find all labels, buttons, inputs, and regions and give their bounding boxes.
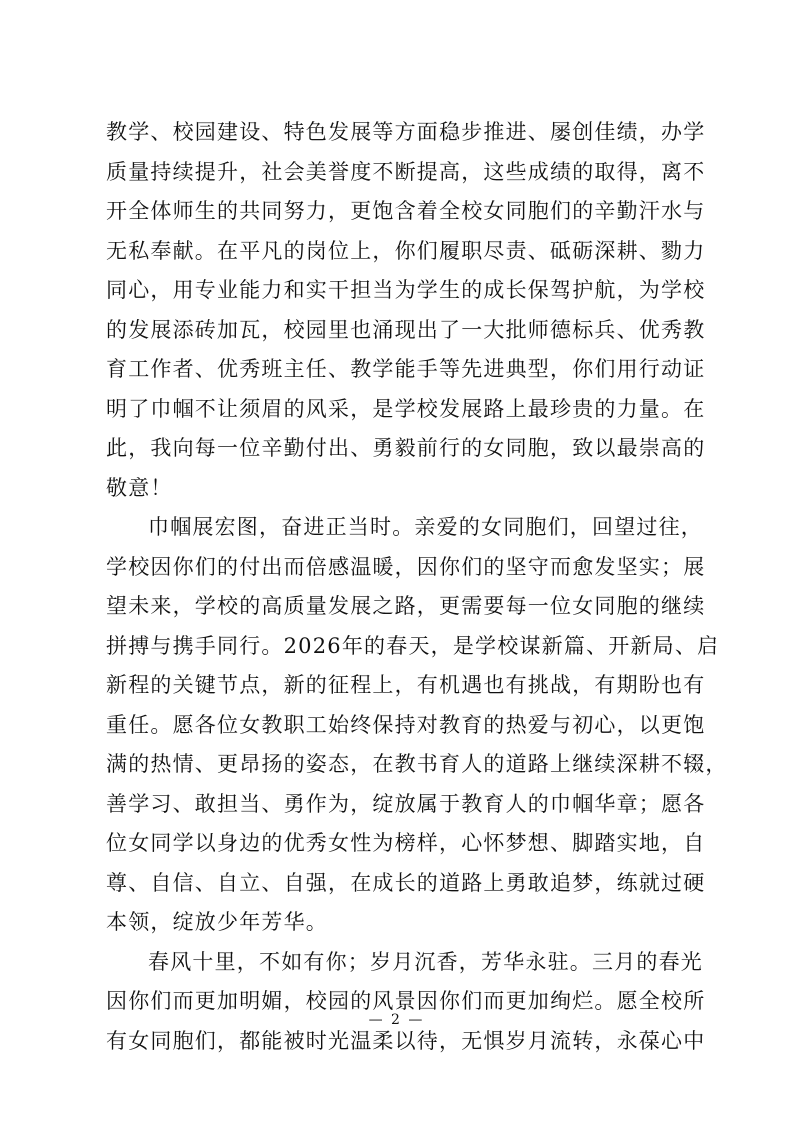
text-line: 的发展添砖加瓦，校园里也涌现出了一大批师德标兵、优秀教 [106, 317, 706, 342]
text-line: 因你们而更加明媚，校园的风景因你们而更加绚烂。愿全校所 [106, 989, 706, 1013]
text-line: 有女同胞们，都能被时光温柔以待，无惧岁月流转，永葆心中 [106, 1028, 706, 1053]
paragraph-end-line: 敬意！ [106, 475, 173, 500]
page-number: — 2 — [368, 1012, 425, 1028]
paragraph-start-line: 巾帼展宏图，奋进正当时。亲爱的女同胞们，回望过往， [148, 515, 703, 539]
text-line: 重任。愿各位女教职工始终保持对教育的热爱与初心，以更饱 [106, 712, 706, 737]
text-line: 尊、自信、自立、自强，在成长的道路上勇敢追梦，练就过硬 [106, 870, 706, 895]
text-line: 育工作者、优秀班主任、教学能手等先进典型，你们用行动证 [106, 357, 706, 381]
text-line: 明了巾帼不让须眉的风采，是学校发展路上最珍贵的力量。在 [106, 396, 706, 421]
text-line: 拼搏与携手同行。2026年的春天，是学校谋新篇、开新局、启 [106, 633, 720, 658]
text-line: 此，我向每一位辛勤付出、勇毅前行的女同胞，致以最崇高的 [106, 436, 706, 460]
text-line: 新程的关键节点，新的征程上，有机遇也有挑战，有期盼也有 [106, 673, 706, 697]
text-line: 开全体师生的共同努力，更饱含着全校女同胞们的辛勤汗水与 [106, 199, 706, 223]
body-text [106, 113, 728, 1061]
paragraph-start-line: 春风十里，不如有你；岁月沉香，芳华永驻。三月的春光 [148, 949, 703, 974]
text-line: 质量持续提升，社会美誉度不断提高，这些成绩的取得，离不 [106, 159, 706, 184]
text-line: 同心，用专业能力和实干担当为学生的成长保驾护航，为学校 [106, 278, 706, 302]
text-line: 满的热情、更昂扬的姿态，在教书育人的道路上继续深耕不辍， [106, 752, 728, 776]
text-line: 学校因你们的付出而倍感温暖，因你们的坚守而愈发坚实；展 [106, 554, 706, 579]
text-line: 望未来，学校的高质量发展之路，更需要每一位女同胞的继续 [106, 594, 706, 618]
text-line: 善学习、敢担当、勇作为，绽放属于教育人的巾帼华章；愿各 [106, 791, 706, 816]
paragraph-end-line: 本领，绽放少年芳华。 [106, 910, 328, 934]
text-line: 位女同学以身边的优秀女性为榜样，心怀梦想、脚踏实地，自 [106, 831, 706, 855]
text-line: 教学、校园建设、特色发展等方面稳步推进、屡创佳绩，办学 [106, 120, 706, 144]
text-line: 无私奉献。在平凡的岗位上，你们履职尽责、砥砺深耕、勠力 [106, 238, 706, 263]
